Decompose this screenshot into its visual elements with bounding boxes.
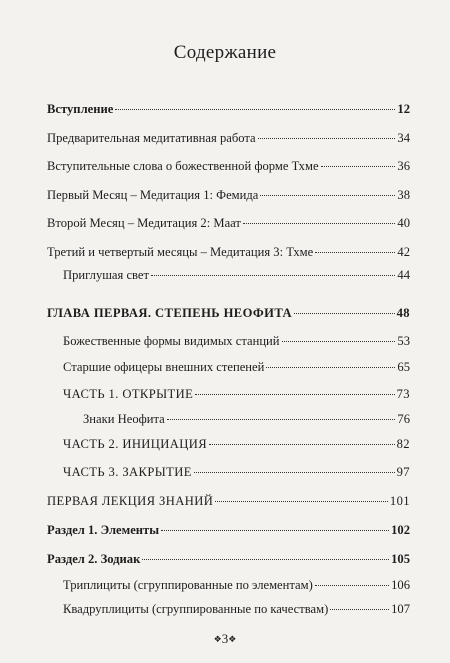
toc-entry[interactable] <box>63 333 410 349</box>
toc-entry-page: 12 <box>397 102 410 116</box>
ornament-icon: ❖ <box>213 634 222 644</box>
toc-entry-label: ЧАСТЬ 3. ЗАКРЫТИЕ <box>63 465 192 479</box>
leader-dots <box>151 275 395 276</box>
toc-entry-page: 102 <box>391 523 410 537</box>
toc-entry-page: 101 <box>389 494 410 508</box>
toc-entry-label: Вступительные слова о божественной форме Тхме <box>47 159 319 173</box>
toc-entry-label: Приглушая свет <box>63 268 150 282</box>
leader-dots <box>161 530 389 531</box>
toc-entry[interactable] <box>47 101 410 117</box>
toc-entry[interactable] <box>63 386 410 402</box>
toc-entry-page: 36 <box>397 159 410 173</box>
toc-entry-label: ЧАСТЬ 1. ОТКРЫТИЕ <box>63 387 194 401</box>
toc-entry[interactable] <box>63 267 410 283</box>
toc-entry[interactable] <box>83 411 410 427</box>
toc-entry-label: Второй Месяц – Медитация 2: Маат <box>47 216 241 230</box>
toc-entry[interactable] <box>47 493 410 509</box>
toc-entry[interactable] <box>47 187 410 203</box>
toc-entry-page: 105 <box>391 552 410 566</box>
leader-dots <box>142 559 389 560</box>
leader-dots <box>315 252 395 253</box>
toc-entry[interactable] <box>63 359 410 375</box>
leader-dots <box>115 109 395 110</box>
toc-entry[interactable] <box>47 215 410 231</box>
toc-entry[interactable] <box>63 577 410 593</box>
toc-entry-page: 38 <box>397 188 410 202</box>
toc-entry-label: Знаки Неофита <box>83 412 165 426</box>
leader-dots <box>260 195 395 196</box>
page-title: Содержание <box>173 42 277 63</box>
toc-entry-page: 42 <box>397 245 410 259</box>
toc-entry-label: Квадруплициты (сгруппированные по качествам) <box>63 602 329 616</box>
toc-entry[interactable] <box>47 244 410 260</box>
toc-entry-label: Божественные формы видимых станций <box>63 334 280 348</box>
leader-dots <box>209 444 395 445</box>
toc-entry[interactable] <box>47 305 410 321</box>
toc-entry-page: 44 <box>397 268 410 282</box>
toc-entry-label: ЧАСТЬ 2. ИНИЦИАЦИЯ <box>63 437 208 451</box>
toc-entry-page: 48 <box>396 306 410 320</box>
toc-entry-page: 65 <box>397 360 410 374</box>
toc-entry-page: 73 <box>396 387 410 401</box>
toc-entry-page: 106 <box>391 578 410 592</box>
leader-dots <box>321 166 396 167</box>
leader-dots <box>294 313 395 314</box>
toc-entry-label: ГЛАВА ПЕРВАЯ. СТЕПЕНЬ НЕОФИТА <box>47 306 293 320</box>
toc-entry[interactable] <box>47 551 410 567</box>
toc-entry-label: Триплициты (сгруппированные по элементам) <box>63 578 313 592</box>
toc-entry-label: ПЕРВАЯ ЛЕКЦИЯ ЗНАНИЙ <box>47 494 214 508</box>
page-number: 3 <box>221 631 229 646</box>
leader-dots <box>215 501 388 502</box>
leader-dots <box>330 609 389 610</box>
ornament-icon: ❖ <box>228 634 237 644</box>
toc-entry[interactable] <box>63 436 410 452</box>
leader-dots <box>282 341 396 342</box>
toc-entry-label: Первый Месяц – Медитация 1: Фемида <box>47 188 259 202</box>
leader-dots <box>243 223 395 224</box>
toc-entry-page: 107 <box>391 602 410 616</box>
toc-entry[interactable] <box>47 130 410 146</box>
toc-entry[interactable] <box>47 522 410 538</box>
toc-entry-label: Вступление <box>47 102 114 116</box>
toc-entry[interactable] <box>63 601 410 617</box>
toc-entry-page: 53 <box>397 334 410 348</box>
toc-entry-page: 97 <box>396 465 410 479</box>
toc-entry-page: 76 <box>397 412 410 426</box>
page-footer <box>0 631 450 647</box>
toc-entry-label: Третий и четвертый месяцы – Медитация 3: Тхме <box>47 245 314 259</box>
toc-entry-label: Старшие офицеры внешних степеней <box>63 360 265 374</box>
toc-entry-label: Раздел 2. Зодиак <box>47 552 141 566</box>
toc-entry[interactable] <box>47 158 410 174</box>
toc-entry-page: 82 <box>396 437 410 451</box>
toc-entry-page: 40 <box>397 216 410 230</box>
toc-entry-label: Раздел 1. Элементы <box>47 523 160 537</box>
leader-dots <box>258 138 396 139</box>
leader-dots <box>315 585 389 586</box>
toc-entry[interactable] <box>63 464 410 480</box>
leader-dots <box>266 367 395 368</box>
leader-dots <box>194 472 395 473</box>
toc-entry-page: 34 <box>397 131 410 145</box>
leader-dots <box>195 394 394 395</box>
leader-dots <box>167 419 396 420</box>
toc-entry-label: Предварительная медитативная работа <box>47 131 256 145</box>
